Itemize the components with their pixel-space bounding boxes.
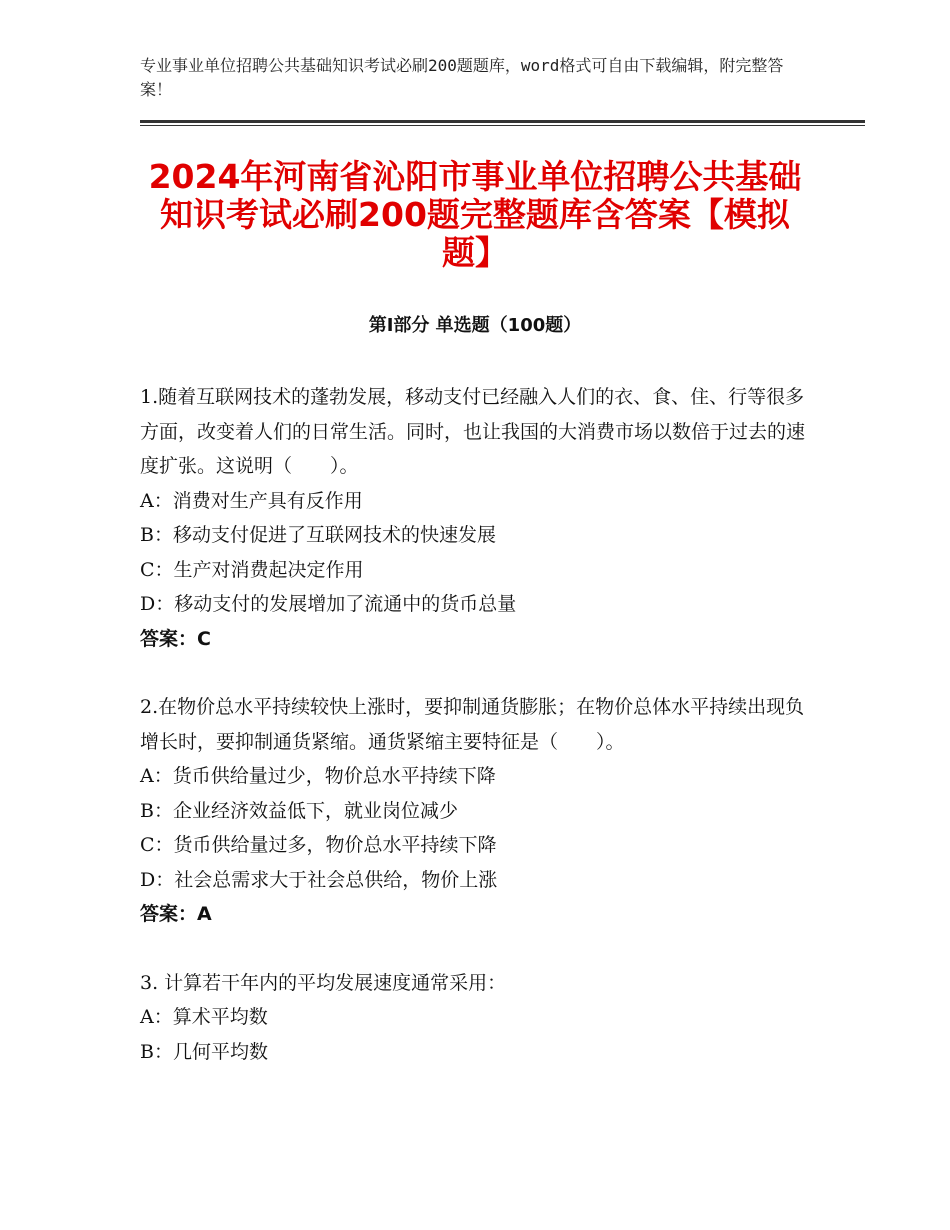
option-b: B：几何平均数: [140, 1040, 268, 1063]
answer-line: 答案：A: [140, 903, 212, 925]
question-list: [140, 380, 810, 1103]
header-divider-thin: [140, 125, 865, 126]
header-note: 专业事业单位招聘公共基础知识考试必刷200题题库，word格式可自由下载编辑，附完整答案！: [140, 56, 784, 99]
section-heading: 第Ⅰ部分 单选题（100题）: [368, 315, 582, 336]
option-d: D：社会总需求大于社会总供给，物价上涨: [140, 868, 498, 891]
option-a: A：消费对生产具有反作用: [140, 489, 363, 512]
option-c: C：货币供给量过多，物价总水平持续下降: [140, 834, 497, 856]
question-stem: 2.在物价总水平持续较快上涨时，要抑制通货膨胀；在物价总体水平持续出现负增长时，要抑制通货紧缩。通货紧缩主要特征是（ ）。: [140, 696, 805, 753]
option-b: B：企业经济效益低下，就业岗位减少: [140, 799, 458, 822]
question-1: [140, 380, 810, 656]
option-a: A：货币供给量过少，物价总水平持续下降: [140, 765, 496, 787]
document-title: 2024年河南省沁阳市事业单位招聘公共基础知识考试必刷200题完整题库含答案【模拟题】: [148, 157, 802, 272]
question-2: [140, 690, 810, 932]
option-c: C：生产对消费起决定作用: [140, 558, 364, 581]
question-3: [140, 966, 810, 1070]
question-stem: 1.随着互联网技术的蓬勃发展，移动支付已经融入人们的衣、食、住、行等很多方面，改变着人们的日常生活。同时，也让我国的大消费市场以数倍于过去的速度扩张。这说明（ ）。: [140, 386, 806, 477]
question-stem: 3. 计算若干年内的平均发展速度通常采用：: [140, 971, 507, 994]
option-a: A：算术平均数: [140, 1006, 268, 1028]
answer-line: 答案：C: [140, 627, 211, 650]
option-b: B：移动支付促进了互联网技术的快速发展: [140, 524, 496, 546]
header-divider-thick: [140, 120, 865, 123]
option-d: D：移动支付的发展增加了流通中的货币总量: [140, 593, 517, 615]
